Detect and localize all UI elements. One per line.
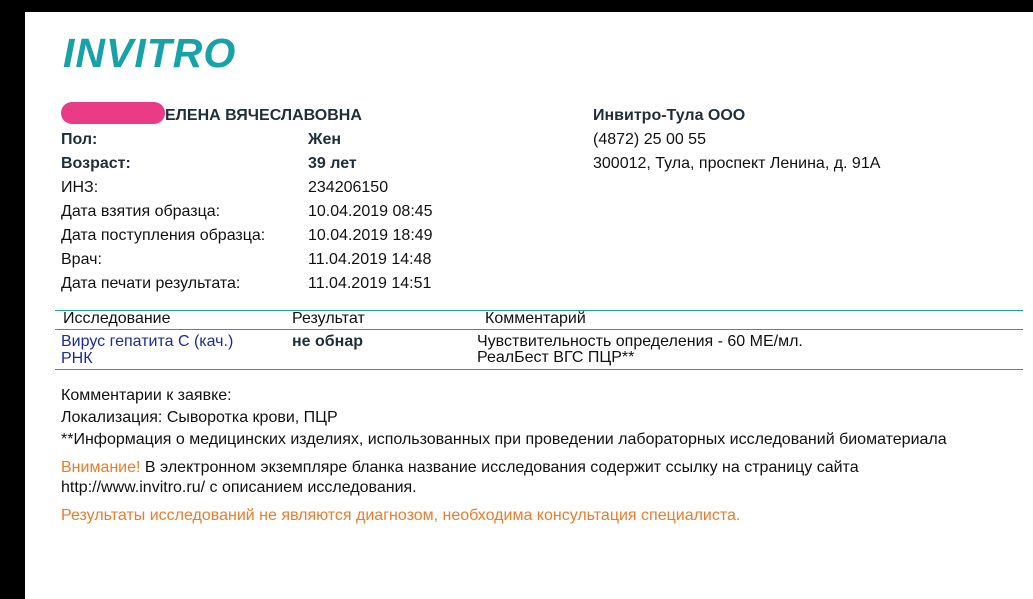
patient-name: ЕЛЕНА ВЯЧЕСЛАВОВНА bbox=[165, 107, 362, 124]
comment-line1: Чувствительность определения - 60 МЕ/мл. bbox=[477, 333, 803, 350]
field-value-received-date: 10.04.2019 18:49 bbox=[308, 227, 433, 244]
field-value-inz: 234206150 bbox=[308, 179, 389, 196]
result-value: не обнар bbox=[292, 333, 363, 350]
comments-title: Комментарии к заявке: bbox=[61, 387, 232, 404]
field-label-print-date: Дата печати результата: bbox=[61, 275, 241, 292]
redaction-mark bbox=[61, 102, 165, 124]
lab-address: 300012, Тула, проспект Ленина, д. 91А bbox=[593, 155, 881, 172]
warning-text2: с описанием исследования. bbox=[205, 479, 417, 496]
warning-line1 bbox=[61, 458, 859, 478]
invitro-url-link[interactable]: http://www.invitro.ru/ bbox=[61, 479, 206, 496]
field-value-age: 39 лет bbox=[308, 155, 357, 172]
warning-line2 bbox=[61, 478, 417, 498]
comment-line2: РеалБест ВГС ПЦР** bbox=[477, 349, 635, 366]
lab-name: Инвитро-Тула ООО bbox=[593, 107, 746, 124]
field-value-sample-date: 10.04.2019 08:45 bbox=[308, 203, 433, 220]
field-label-age: Возраст: bbox=[61, 155, 131, 172]
table-bottom-rule bbox=[55, 369, 1023, 370]
result-sheet bbox=[25, 12, 1033, 599]
field-label-doctor: Врач: bbox=[61, 251, 102, 268]
header-bottom-rule bbox=[55, 329, 1023, 330]
field-label-inz: ИНЗ: bbox=[61, 179, 99, 196]
header-result: Результат bbox=[292, 310, 365, 327]
field-label-sample-date: Дата взятия образца: bbox=[61, 203, 221, 220]
field-value-sex: Жен bbox=[308, 131, 342, 148]
field-value-doctor: 11.04.2019 14:48 bbox=[308, 251, 432, 268]
warning-label: Внимание! bbox=[61, 459, 141, 476]
field-label-sex: Пол: bbox=[61, 131, 98, 148]
invitro-logo: INVITRO bbox=[63, 30, 237, 76]
warning-text: В электронном экземпляре бланка название исследования содержит ссылку на страницу сайта bbox=[140, 459, 859, 476]
comments-localization: Локализация: Сыворотка крови, ПЦР bbox=[61, 409, 338, 426]
lab-phone: (4872) 25 00 55 bbox=[593, 131, 706, 148]
study-name-line2[interactable]: РНК bbox=[61, 350, 93, 367]
disclaimer: Результаты исследований не являются диагнозом, необходима консультация специалиста. bbox=[61, 507, 741, 524]
field-label-received-date: Дата поступления образца: bbox=[61, 227, 266, 244]
header-comment: Комментарий bbox=[485, 310, 586, 327]
study-name-line1[interactable]: Вирус гепатита С (кач.) bbox=[61, 333, 234, 350]
header-study: Исследование bbox=[63, 310, 171, 327]
field-value-print-date: 11.04.2019 14:51 bbox=[308, 275, 432, 292]
comments-info: **Информация о медицинских изделиях, использованных при проведении лабораторных исследований биоматериала bbox=[61, 431, 947, 448]
study-link[interactable] bbox=[61, 332, 233, 366]
